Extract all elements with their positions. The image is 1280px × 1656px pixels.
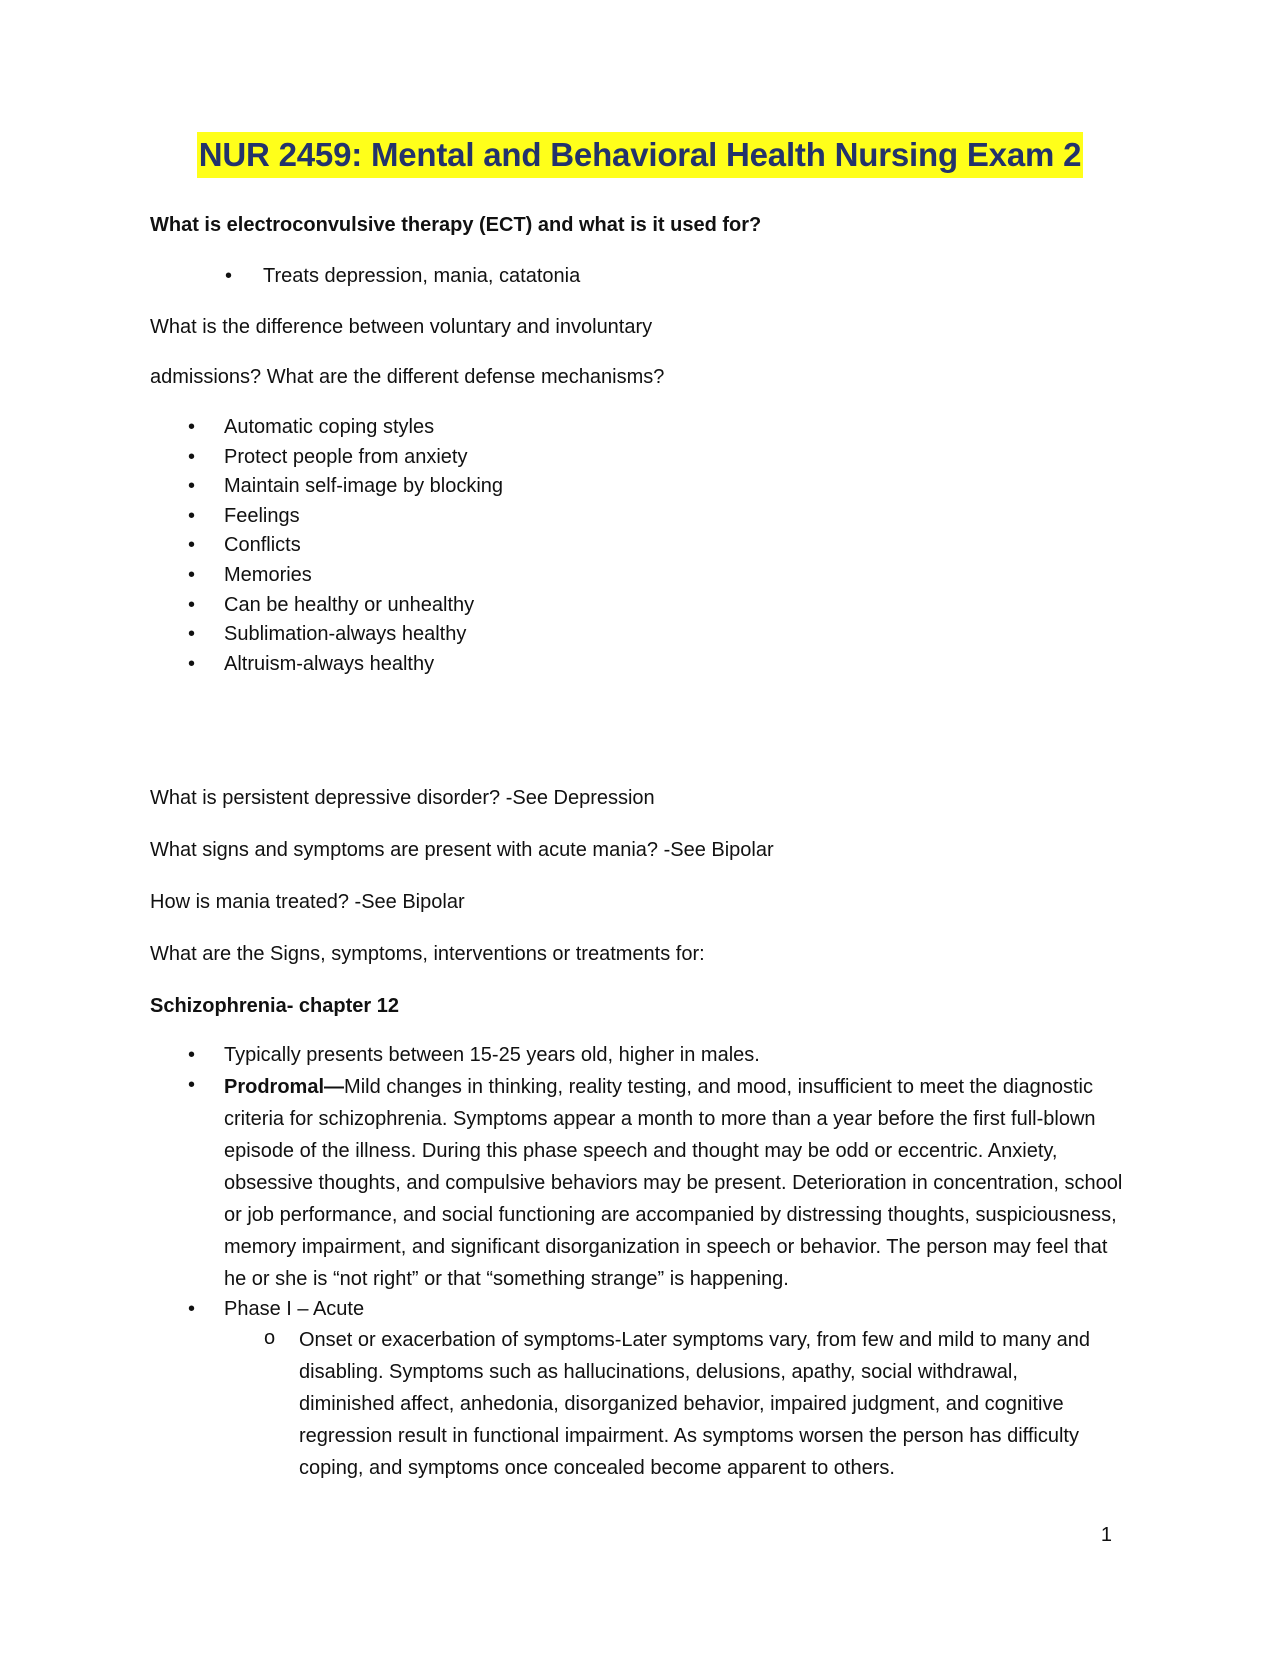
schizophrenia-heading: Schizophrenia- chapter 12 <box>150 995 399 1017</box>
defense-list <box>150 413 503 679</box>
question-admissions-line2: admissions? What are the different defense mechanisms? <box>150 366 665 388</box>
sub-bullet-icon: o <box>264 1327 276 1350</box>
bullet-icon: • <box>188 416 196 438</box>
ect-list <box>225 262 580 292</box>
phase1-description: Onset or exacerbation of symptoms-Later symptoms vary, from few and mild to many and disabling. Symptoms such as hallucinations, delusions, apathy, social withdrawal, diminished affect, anhedonia, disorganized behavior, impaired judgment, and cognitive regression result in functional impairment. As symptoms worsen the person has difficulty coping, and symptoms once concealed become apparent to others. <box>299 1329 1091 1480</box>
list-item: • Conflicts <box>150 531 503 561</box>
phase1-label: Phase I – Acute <box>224 1297 365 1320</box>
schizophrenia-list <box>150 1041 1124 1484</box>
page-number: 1 <box>1100 1524 1112 1546</box>
bullet-icon: • <box>188 504 196 527</box>
bullet-icon: • <box>188 534 196 557</box>
list-item: • Feelings <box>150 502 503 532</box>
bullet-icon: • <box>188 623 196 646</box>
bullet-icon: • <box>188 1073 196 1096</box>
prodromal-text: Mild changes in thinking, reality testing, and mood, insufficient to meet the diagnostic criteria for schizophrenia. Symptoms appear a month to more than a year before the first full-blown episode of the illness. During this phase speech and thought may be odd or eccentric. Anxiety, obsessive thoughts, and compulsive behaviors may be present. Deterioration in concentration, school or job performance, and social functioning are accompanied by distressing thoughts, suspiciousness, memory impairment, and significant disorganization in speech or behavior. The person may feel that he or she is “not right” or that “something strange” is happening. <box>224 1075 1123 1290</box>
phase1-sublist <box>224 1324 1124 1484</box>
bullet-icon: • <box>188 1044 196 1066</box>
question-ect: What is electroconvulsive therapy (ECT) and what is it used for? <box>150 214 762 236</box>
list-item: • Memories <box>150 561 503 591</box>
question-admissions-line1: What is the difference between voluntary and involuntary <box>150 316 653 338</box>
title-container <box>0 132 1280 178</box>
question-mania-treatment: How is mania treated? -See Bipolar <box>150 891 465 913</box>
prodromal-label: Prodromal— <box>224 1075 345 1098</box>
list-item: • Altruism-always healthy <box>150 650 503 680</box>
list-item: • Protect people from anxiety <box>150 443 503 473</box>
bullet-icon: • <box>188 1297 196 1320</box>
list-item-prodromal <box>150 1071 1124 1295</box>
document-title: NUR 2459: Mental and Behavioral Health Nursing Exam 2 <box>197 132 1084 178</box>
bullet-icon: • <box>188 445 196 468</box>
list-item: • Treats depression, mania, catatonia <box>225 262 580 292</box>
list-item-phase1 <box>150 1295 1124 1485</box>
bullet-icon: • <box>188 593 196 616</box>
list-item: • Sublimation-always healthy <box>150 620 503 650</box>
sub-list-item <box>224 1324 1124 1484</box>
bullet-icon: • <box>188 652 196 675</box>
question-persistent-depressive: What is persistent depressive disorder? -See Depression <box>150 787 655 809</box>
list-item: • Maintain self-image by blocking <box>150 472 503 502</box>
list-item: • Automatic coping styles <box>150 413 503 443</box>
question-mania-signs: What signs and symptoms are present with acute mania? -See Bipolar <box>150 839 774 861</box>
list-item: • Can be healthy or unhealthy <box>150 591 503 621</box>
list-item: • Typically presents between 15-25 years old, higher in males. <box>150 1041 1124 1071</box>
question-signs-symptoms: What are the Signs, symptoms, interventions or treatments for: <box>150 943 705 965</box>
bullet-icon: • <box>188 563 196 586</box>
bullet-icon: • <box>225 265 233 287</box>
bullet-icon: • <box>188 475 196 498</box>
